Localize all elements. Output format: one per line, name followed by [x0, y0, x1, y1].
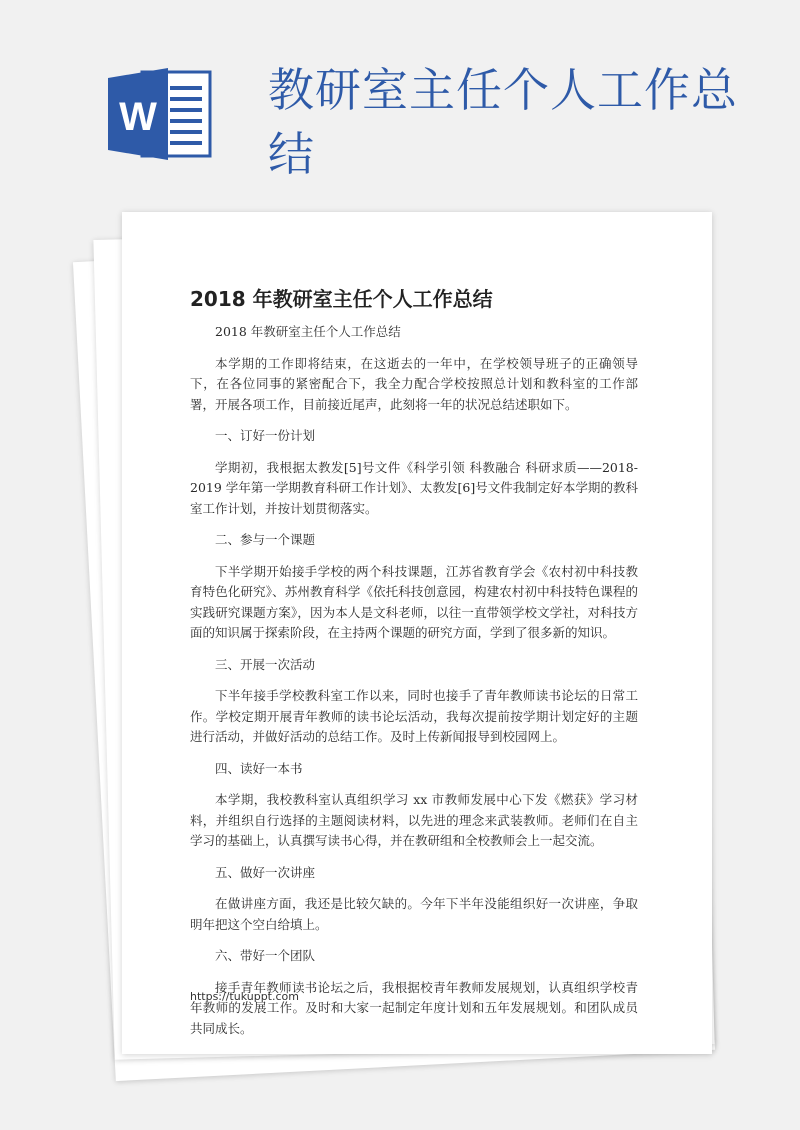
word-icon-letter: W — [119, 95, 157, 139]
body-paragraph: 本学期，我校教科室认真组织学习 xx 市教师发展中心下发《燃获》学习材料，并组织自行选择的主题阅读材料，以先进的理念来武装教师。老师们在自主学习的基础上，认真撰写读书心得，并在教研组和全校教师会上一起交流。 — [190, 792, 638, 848]
document-title: 2018 年教研室主任个人工作总结 — [190, 287, 493, 311]
section-heading: 四、读好一本书 — [215, 760, 303, 776]
section-heading: 一、订好一份计划 — [215, 428, 316, 443]
banner-title: 教研室主任个人工作总结 — [268, 63, 738, 181]
footer-url: https://tukuppt.com — [190, 990, 299, 1003]
body-paragraph: 接手青年教师读书论坛之后，我根据校青年教师发展规划，认真组织学校青年教师的发展工作。及时和大家一起制定年度计划和五年发展规划。和团队成员共同成长。 — [190, 979, 638, 1036]
word-document-icon — [108, 68, 212, 160]
document-body — [190, 322, 638, 1050]
body-paragraph: 本学期的工作即将结束，在这逝去的一年中，在学校领导班子的正确领导下，在各位同事的紧密配合下，我全力配合学校按照总计划和教科室的工作部署，开展各项工作，目前接近尾声，此刻将一年的状况总结述职如下。 — [190, 355, 638, 412]
section-heading: 二、参与一个课题 — [215, 532, 316, 547]
section-heading: 五、做好一次讲座 — [215, 864, 316, 880]
section-heading: 2018 年教研室主任个人工作总结 — [215, 324, 401, 339]
section-heading: 三、开展一次活动 — [215, 656, 316, 672]
section-heading: 六、带好一个团队 — [215, 948, 316, 963]
body-paragraph: 学期初，我根据太教发[5]号文件《科学引领 科教融合 科研求质——2018-2019 学年第一学期教育科研工作计划》、太教发[6]号文件我制定好本学期的教科室工作计划，并按计划贯彻落实。 — [190, 459, 638, 516]
body-paragraph: 下半学期开始接手学校的两个科技课题，江苏省教育学会《农村初中科技教育特色化研究》、苏州教育科学《依托科技创意园，构建农村初中科技特色课程的实践研究课题方案》，因为本人是文科老师，以往一直带领学校文学社，对科技方面的知识属于探索阶段，在主持两个课题的研究方面，学到了很多新的知识。 — [190, 563, 638, 640]
body-paragraph: 在做讲座方面，我还是比较欠缺的。今年下半年没能组织好一次讲座，争取明年把这个空白给填上。 — [190, 896, 638, 932]
body-paragraph: 下半年接手学校教科室工作以来，同时也接手了青年教师读书论坛的日常工作。学校定期开展青年教师的读书论坛活动，我每次提前按学期计划定好的主题进行活动，并做好活动的总结工作。及时上传新闻报导到校园网上。 — [190, 688, 638, 744]
